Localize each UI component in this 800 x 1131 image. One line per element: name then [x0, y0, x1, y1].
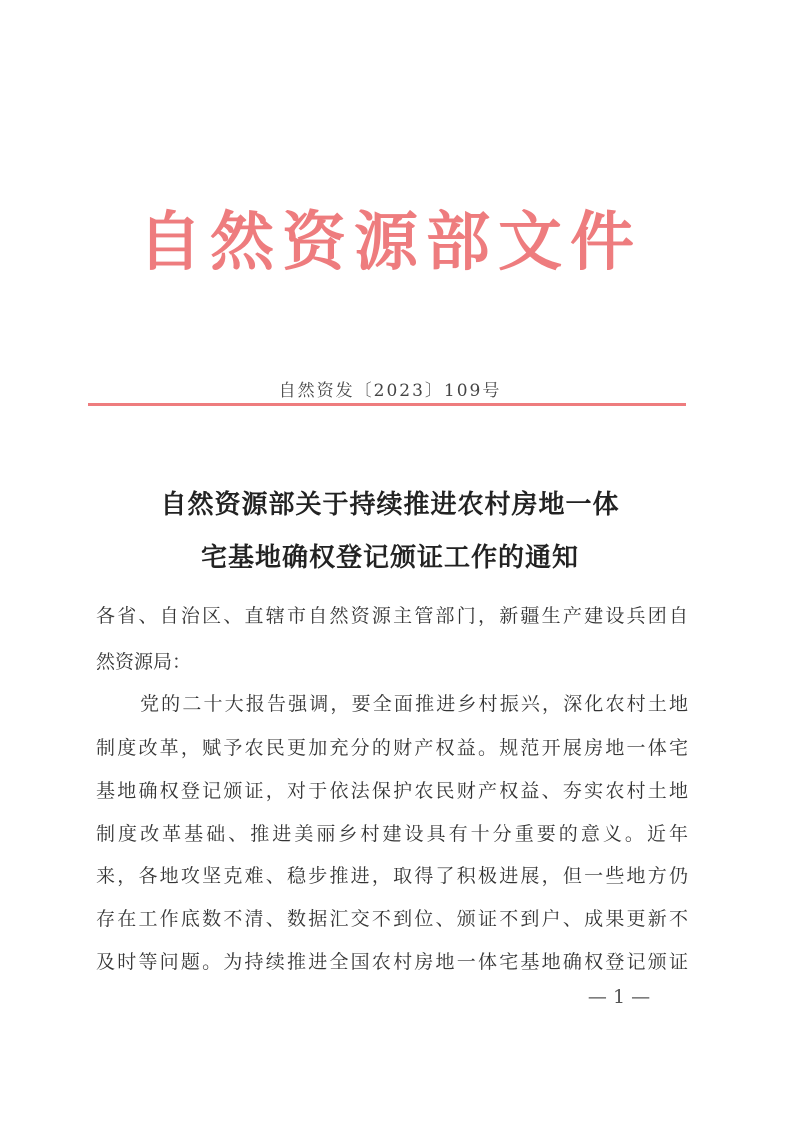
notice-title-line-1: 自然资源部关于持续推进农村房地一体	[160, 490, 620, 520]
recipients-line-1: 各省、自治区、直辖市自然资源主管部门，新疆生产建设兵团自	[96, 605, 688, 627]
body-line: 制度改革，赋予农民更加充分的财产权益。规范开展房地一体宅	[96, 737, 688, 759]
document-number: 自然资发〔2023〕109号	[278, 381, 502, 401]
notice-title-line-2: 宅基地确权登记颁证工作的通知	[200, 543, 579, 573]
body-line: 党的二十大报告强调，要全面推进乡村振兴，深化农村土地	[140, 693, 688, 715]
body-line: 及时等问题。为持续推进全国农村房地一体宅基地确权登记颁证	[96, 951, 688, 973]
page-number: — 1 —	[587, 986, 651, 1008]
body-line: 存在工作底数不清、数据汇交不到位、颁证不到户、成果更新不	[96, 908, 688, 930]
body-line: 制度改革基础、推进美丽乡村建设具有十分重要的意义。近年	[96, 823, 688, 845]
body-line: 来，各地攻坚克难、稳步推进，取得了积极进展，但一些地方仍	[96, 865, 688, 887]
document-header-title: 自然资源部文件	[138, 206, 642, 280]
recipients-line-2: 然资源局：	[96, 651, 192, 673]
body-line: 基地确权登记颁证，对于依法保护农民财产权益、夯实农村土地	[96, 780, 688, 802]
header-red-divider	[88, 403, 686, 406]
